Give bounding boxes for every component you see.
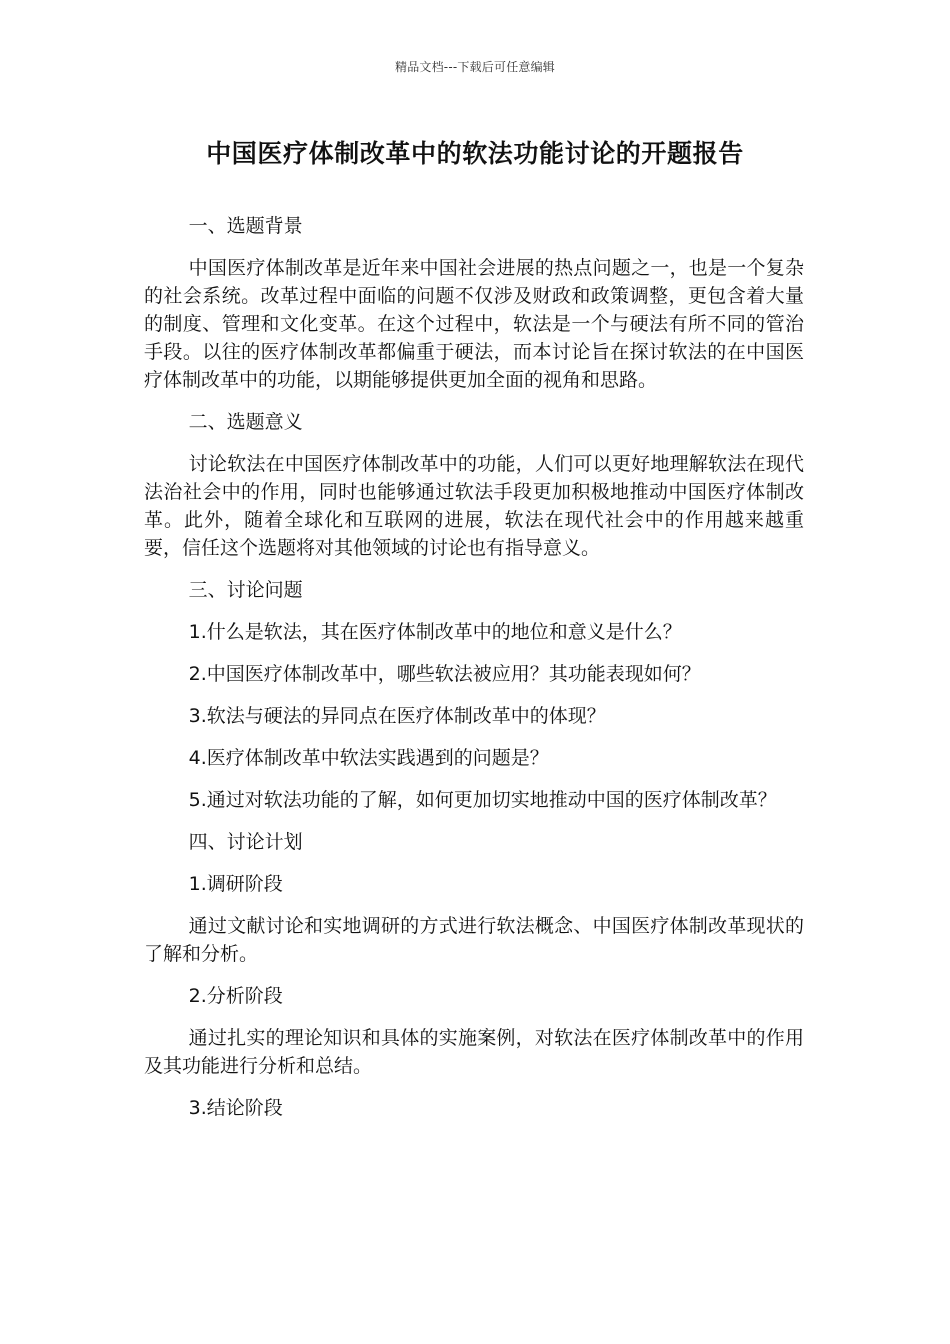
question-item-5: 5.通过对软法功能的了解，如何更加切实地推动中国的医疗体制改革？	[188, 789, 777, 811]
question-item-1: 1.什么是软法，其在医疗体制改革中的地位和意义是什么？	[188, 621, 682, 643]
document-body	[144, 212, 804, 1136]
question-item-3: 3.软法与硬法的异同点在医疗体制改革中的体现？	[188, 705, 606, 727]
plan-stage-research: 1.调研阶段	[188, 873, 283, 895]
paragraph-analysis: 通过扎实的理论知识和具体的实施案例，对软法在医疗体制改革中的作用及其功能进行分析和总结。	[144, 1027, 804, 1077]
section-heading-plan: 四、讨论计划	[188, 831, 303, 853]
section-heading-questions: 三、讨论问题	[188, 579, 303, 601]
header-note: 精品文档---下载后可任意编辑	[395, 60, 555, 74]
paragraph-significance: 讨论软法在中国医疗体制改革中的功能，人们可以更好地理解软法在现代法治社会中的作用，同时也能够通过软法手段更加积极地推动中国医疗体制改革。此外，随着全球化和互联网的进展，软法在现代社会中的作用越来越重要，信任这个选题将对其他领域的讨论也有指导意义。	[144, 453, 804, 559]
paragraph-background: 中国医疗体制改革是近年来中国社会进展的热点问题之一，也是一个复杂的社会系统。改革过程中面临的问题不仅涉及财政和政策调整，更包含着大量的制度、管理和文化变革。在这个过程中，软法是一个与硬法有所不同的管治手段。以往的医疗体制改革都偏重于硬法，而本讨论旨在探讨软法的在中国医疗体制改革中的功能，以期能够提供更加全面的视角和思路。	[144, 257, 804, 391]
paragraph-research: 通过文献讨论和实地调研的方式进行软法概念、中国医疗体制改革现状的了解和分析。	[144, 915, 804, 965]
question-item-2: 2.中国医疗体制改革中，哪些软法被应用？其功能表现如何？	[188, 663, 701, 685]
document-title: 中国医疗体制改革中的软法功能讨论的开题报告	[206, 139, 744, 168]
plan-stage-analysis: 2.分析阶段	[188, 985, 283, 1007]
section-heading-significance: 二、选题意义	[188, 411, 303, 433]
plan-stage-conclusion: 3.结论阶段	[188, 1097, 283, 1119]
section-heading-background: 一、选题背景	[188, 215, 303, 237]
question-item-4: 4.医疗体制改革中软法实践遇到的问题是？	[188, 747, 549, 769]
